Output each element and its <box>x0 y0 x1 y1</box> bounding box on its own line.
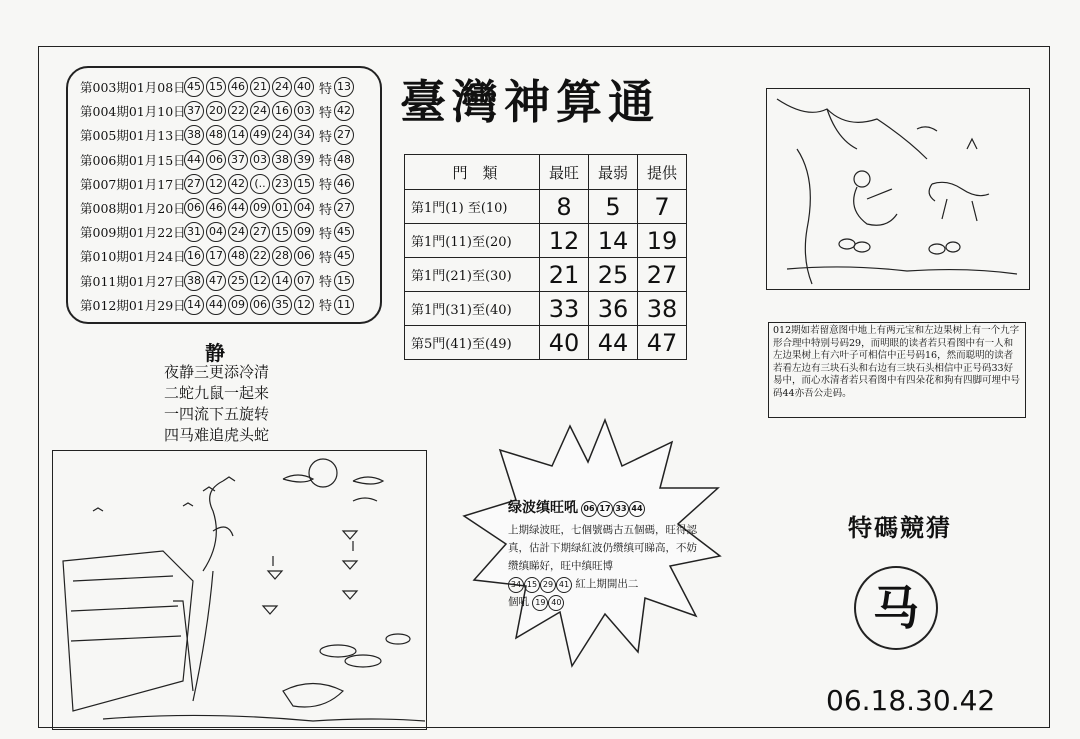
guess-animal-circle: 马 <box>854 566 938 650</box>
value-cell: 7 <box>638 190 687 224</box>
poem-title: 静 <box>205 341 225 365</box>
number-ball: 24 <box>272 125 292 145</box>
number-ball: 24 <box>250 101 270 121</box>
table-header-row <box>405 155 687 190</box>
star-tail-balls <box>508 578 572 590</box>
value-cell: 12 <box>540 224 589 258</box>
special-ball: 27 <box>334 125 354 145</box>
number-ball: 21 <box>250 77 270 97</box>
number-ball: 42 <box>228 174 248 194</box>
star-tail2 <box>508 593 698 611</box>
result-label: 第007期01月17日 <box>80 176 186 192</box>
value-cell: 21 <box>540 258 589 292</box>
value-cell: 19 <box>638 224 687 258</box>
number-ball: 09 <box>294 222 314 242</box>
number-ball: 38 <box>272 150 292 170</box>
value-cell: 25 <box>589 258 638 292</box>
number-ball: 37 <box>228 150 248 170</box>
illustration-river-scene <box>52 450 427 730</box>
result-row <box>80 270 356 292</box>
number-ball: 47 <box>206 271 226 291</box>
star-heading <box>508 498 698 517</box>
number-ball: 15 <box>524 577 540 593</box>
hint-note: 012期如若留意图中地上有两元宝和左边果树上有一个九字形合理中特别号码29，而明眼的读者若只看图中有一人和左边果树上有六叶子可相信中正号码16，然而聪明的读者若看左边有三块石头和右边有三块石头相信中正号码33好易中，而心水清者若只看图中有四朵花和狗有四脚可埋中号码44亦吾公走码。 <box>768 322 1026 418</box>
result-label: 第004期01月10日 <box>80 104 186 120</box>
value-cell: 44 <box>589 326 638 360</box>
special-ball: 45 <box>334 222 354 242</box>
number-ball: 35 <box>272 295 292 315</box>
poem-line: 四马难追虎头蛇 <box>164 426 270 444</box>
value-cell: 47 <box>638 326 687 360</box>
special-marker: 特 <box>319 105 333 121</box>
special-marker: 特 <box>319 250 333 266</box>
number-ball: 15 <box>272 222 292 242</box>
number-ball: 12 <box>294 295 314 315</box>
special-ball: 13 <box>334 77 354 97</box>
star-body-text: 上期绿波旺，七個號碼古五個碼，旺得認真，估計下期绿紅波仍缵缜可睇高，不妨缵缜睇好，旺中缜旺博 <box>508 524 697 572</box>
number-ball: 09 <box>250 198 270 218</box>
gate-cell: 第5門(41)至(49) <box>405 326 540 360</box>
number-ball: 34 <box>508 577 524 593</box>
number-ball: 16 <box>272 101 292 121</box>
special-ball: 46 <box>334 174 354 194</box>
value-cell: 38 <box>638 292 687 326</box>
number-ball: 16 <box>184 246 204 266</box>
number-ball: 44 <box>629 501 645 517</box>
number-ball: 34 <box>294 125 314 145</box>
number-ball: 25 <box>228 271 248 291</box>
result-label: 第009期01月22日 <box>80 225 186 241</box>
number-ball: 39 <box>294 150 314 170</box>
special-marker: 特 <box>319 81 333 97</box>
number-ball: 09 <box>228 295 248 315</box>
result-row <box>80 76 356 98</box>
number-ball: 49 <box>250 125 270 145</box>
number-ball: 04 <box>294 198 314 218</box>
number-ball: 38 <box>184 125 204 145</box>
star-tail2-balls <box>532 596 564 608</box>
result-label: 第012期01月29日 <box>80 297 186 313</box>
poem-line: 二蛇九鼠一起来 <box>164 384 270 402</box>
guess-title: 特碼競猜 <box>848 513 952 542</box>
number-ball: 06 <box>581 501 597 517</box>
value-cell: 8 <box>540 190 589 224</box>
table-row <box>405 190 687 224</box>
number-ball: 12 <box>250 271 270 291</box>
number-ball: 06 <box>294 246 314 266</box>
number-ball: 15 <box>206 77 226 97</box>
number-ball: 14 <box>184 295 204 315</box>
special-ball: 48 <box>334 150 354 170</box>
number-ball: 27 <box>250 222 270 242</box>
value-cell: 33 <box>540 292 589 326</box>
star-tail <box>508 575 698 593</box>
number-ball: 28 <box>272 246 292 266</box>
value-cell: 5 <box>589 190 638 224</box>
gate-table <box>404 154 687 360</box>
number-ball: 14 <box>228 125 248 145</box>
number-ball: 01 <box>272 198 292 218</box>
number-ball: 06 <box>206 150 226 170</box>
table-row <box>405 224 687 258</box>
star-heading-balls <box>581 498 645 517</box>
poem-line: 夜静三更添冷清 <box>164 363 270 381</box>
illustration-man-and-dog <box>766 88 1030 290</box>
number-ball: 41 <box>556 577 572 593</box>
result-label: 第003期01月08日 <box>80 80 186 95</box>
number-ball: 20 <box>206 101 226 121</box>
number-ball: 03 <box>250 150 270 170</box>
value-cell: 36 <box>589 292 638 326</box>
number-ball: 15 <box>294 174 314 194</box>
result-row <box>80 173 356 195</box>
result-row <box>80 245 356 267</box>
table-header-cell: 提供 <box>638 155 687 190</box>
number-ball: 22 <box>250 246 270 266</box>
table-header-cell: 最旺 <box>540 155 589 190</box>
number-ball: 44 <box>184 150 204 170</box>
special-ball: 42 <box>334 101 354 121</box>
number-ball: 44 <box>228 198 248 218</box>
number-ball: (.. <box>250 174 270 194</box>
number-ball: 44 <box>206 295 226 315</box>
number-ball: 22 <box>228 101 248 121</box>
result-row <box>80 197 356 219</box>
star-tail2-text: 個吼 <box>508 596 529 608</box>
result-row <box>80 221 356 243</box>
number-ball: 19 <box>532 595 548 611</box>
result-label: 第011期01月27日 <box>80 273 186 289</box>
star-tail-text: 紅上期開出二 <box>575 578 639 590</box>
star-heading-label: 绿波缜旺吼 <box>508 499 578 516</box>
number-ball: 23 <box>272 174 292 194</box>
result-label: 第005期01月13日 <box>80 128 186 144</box>
number-ball: 46 <box>228 77 248 97</box>
result-row <box>80 294 356 316</box>
number-ball: 12 <box>206 174 226 194</box>
number-ball: 48 <box>228 246 248 266</box>
value-cell: 40 <box>540 326 589 360</box>
result-row <box>80 124 356 146</box>
result-row <box>80 149 356 171</box>
special-marker: 特 <box>319 154 333 170</box>
page-title: 臺灣神算通 <box>400 75 660 129</box>
value-cell: 27 <box>638 258 687 292</box>
gate-cell: 第1門(11)至(20) <box>405 224 540 258</box>
special-ball: 27 <box>334 198 354 218</box>
table-header-cell: 最弱 <box>589 155 638 190</box>
gate-cell: 第1門(1) 至(10) <box>405 190 540 224</box>
poem-body <box>164 362 294 446</box>
table-row <box>405 326 687 360</box>
number-ball: 17 <box>597 501 613 517</box>
number-ball: 37 <box>184 101 204 121</box>
guess-numbers: 06.18.30.42 <box>826 684 996 717</box>
table-row <box>405 292 687 326</box>
special-marker: 特 <box>319 299 333 315</box>
number-ball: 06 <box>250 295 270 315</box>
value-cell: 14 <box>589 224 638 258</box>
number-ball: 06 <box>184 198 204 218</box>
result-label: 第006期01月15日 <box>80 152 186 168</box>
number-ball: 04 <box>206 222 226 242</box>
number-ball: 03 <box>294 101 314 121</box>
special-marker: 特 <box>319 202 333 218</box>
number-ball: 45 <box>184 77 204 97</box>
number-ball: 33 <box>613 501 629 517</box>
table-header-cell: 門 類 <box>405 155 540 190</box>
special-ball: 11 <box>334 295 354 315</box>
result-label: 第010期01月24日 <box>80 249 186 265</box>
number-ball: 40 <box>548 595 564 611</box>
star-content <box>508 498 698 611</box>
number-ball: 29 <box>540 577 556 593</box>
number-ball: 24 <box>228 222 248 242</box>
number-ball: 46 <box>206 198 226 218</box>
special-marker: 特 <box>319 275 333 291</box>
number-ball: 40 <box>294 77 314 97</box>
results-list <box>66 66 382 324</box>
special-marker: 特 <box>319 129 333 145</box>
special-ball: 45 <box>334 246 354 266</box>
gate-cell: 第1門(21)至(30) <box>405 258 540 292</box>
number-ball: 24 <box>272 77 292 97</box>
special-ball: 15 <box>334 271 354 291</box>
special-marker: 特 <box>319 226 333 242</box>
poem-line: 一四流下五旋转 <box>164 405 270 423</box>
number-ball: 38 <box>184 271 204 291</box>
number-ball: 17 <box>206 246 226 266</box>
number-ball: 14 <box>272 271 292 291</box>
gate-cell: 第1門(31)至(40) <box>405 292 540 326</box>
special-marker: 特 <box>319 178 333 194</box>
result-row <box>80 100 356 122</box>
number-ball: 31 <box>184 222 204 242</box>
result-label: 第008期01月20日 <box>80 201 186 216</box>
number-ball: 48 <box>206 125 226 145</box>
table-row <box>405 258 687 292</box>
number-ball: 07 <box>294 271 314 291</box>
number-ball: 27 <box>184 174 204 194</box>
